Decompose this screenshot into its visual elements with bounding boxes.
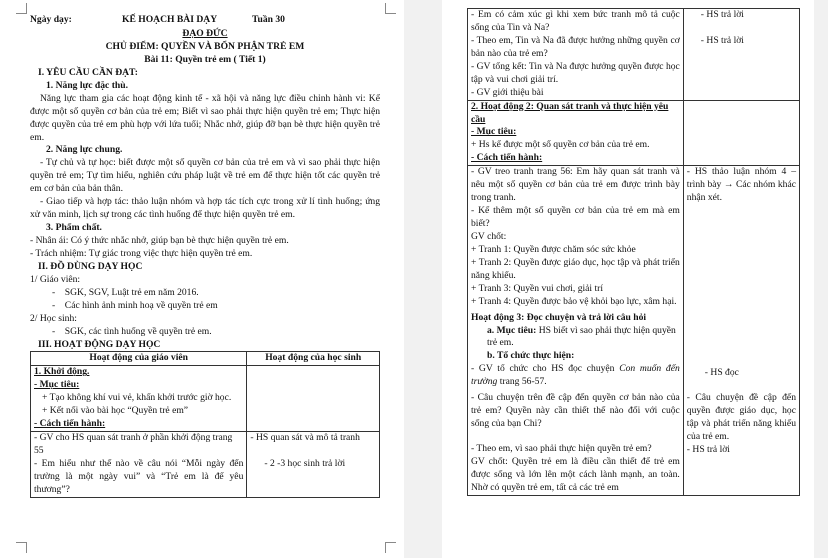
procedure-label: - Cách tiến hành: [34,418,106,430]
week-label: Tuần 30 [252,14,285,25]
teacher-column-header: Hoạt động của giáo viên [31,352,247,366]
list-item: - SGK, SGV, Luật trẻ em năm 2016. [52,286,199,298]
table-cell [247,432,380,498]
student-step: - HS thảo luận nhóm 4 – trình bày → Các nhóm khác nhận xét. [686,166,796,204]
list-item: + Tranh 1: Quyền được chăm sóc sức khỏe [471,243,636,255]
teacher-step: - Em hiểu như thế nào về câu nói “Mỗi ngày đến trường là một ngày vui” và “Trẻ em là để yêu thương”? [34,457,244,495]
student-step: - HS trả lời [700,34,744,46]
list-item: + Tạo không khí vui vẻ, khấn khởi trước giờ học. [42,392,232,404]
student-column-header: Hoạt động của học sinh [247,352,380,366]
student-step: - 2 -3 học sinh trả lời [264,458,346,469]
student-step: - Câu chuyện đề cập đến quyền được giáo dục, học tập và phát triển năng khiếu của trẻ em. [686,392,796,442]
teacher-step: - Kể thêm một số quyền cơ bản của trẻ em mà em biết? [471,205,680,229]
left-page [0,0,404,558]
activities-table [30,351,380,497]
crop-mark [16,542,27,553]
crop-mark [16,3,27,14]
table-cell [468,100,684,166]
subsection-heading: 2. Năng lực chung. [46,144,123,156]
student-step: - HS quan sát và mô tả tranh [250,432,360,444]
teaching-date-label: Ngày dạy: [30,14,72,25]
list-item: + Tranh 2: Quyền được giáo dục, học tập và phát triển năng khiếu. [471,256,680,281]
teacher-step: - GV tổ chức cho HS đọc chuyện Con muốn đến trường trang 56-57. [471,363,680,388]
teacher-step: - GV cho HS quan sát tranh ở phần khởi động trang 55 [34,432,233,456]
procedure-label: - Cách tiến hành: [471,152,543,164]
activity-heading: 2. Hoạt động 2: Quan sát tranh và thực hiện yêu cầu [471,100,669,125]
student-step: - HS đọc [704,367,739,379]
table-cell [683,166,799,496]
objective-line: a. Mục tiêu: HS biết vì sao phải thực hiện quyền trẻ em. [487,324,676,349]
right-page [442,0,814,558]
theme-title: CHỦ ĐIỂM: QUYỀN VÀ BỔN PHẬN TRẺ EM [105,40,305,52]
procedure-label: b. Tổ chức thực hiện: [487,350,575,362]
teacher-step: - Câu chuyện trên đề cập đến quyền cơ bản nào của trẻ em? Quyền này cần thiết thế nào đối với cuộc sống của bạn Chi? [471,392,680,430]
subject-title: ĐẠO ĐỨC [182,28,228,39]
teacher-step: - Theo em, vì sao phải thực hiện quyền trẻ em? [471,443,652,454]
paragraph: - Tự chủ và tự học: biết được một số quyền cơ bản của trẻ em và vì sao phải thực hiện quyền trẻ em; Tự tìm hiểu, nghiên cứu pháp luật về trẻ em để thực hiện tốt các quyền trẻ em cơ bản của bản thân. [30,157,380,195]
table-cell [247,366,380,432]
table-cell [683,100,799,166]
teacher-step: - GV tổng kết: Tin và Na được hưởng quyền được học tập và vui chơi giải trí. [471,60,680,85]
lesson-title: Bài 11: Quyền trẻ em ( Tiết 1) [144,53,266,65]
list-item: + Tranh 4: Quyền được bảo vệ khỏi bạo lực, xâm hại. [471,295,677,307]
paragraph: - Nhân ái: Có ý thức nhắc nhở, giúp bạn bè thực hiện quyền trẻ em. [30,235,289,246]
activities-table-continued [467,8,800,496]
crop-mark [385,542,396,553]
list-label: 1/ Giáo viên: [30,273,81,285]
objective-label: - Mục tiêu: [471,126,517,138]
teacher-step: - GV treo tranh trang 56: Em hãy quan sát tranh và nêu một số quyền cơ bản của trẻ em được trình bày trong tranh. [471,166,680,204]
list-item: + Kết nối vào bài học “Quyền trẻ em” [42,405,189,417]
subsection-heading: 3. Phẩm chất. [46,222,102,234]
crop-mark [385,3,396,14]
list-item: + Tranh 3: Quyền vui chơi, giải trí [471,282,603,294]
paragraph: - Giao tiếp và hợp tác: thảo luận nhóm và hợp tác tích cực trong xử lí tình huống; ứng xử văn minh, lịch sự trong các tình huống để thực hiện quyền trẻ em. [30,196,380,221]
teacher-step: GV chốt: Quyền trẻ em là điều cần thiết để trẻ em được sống và lớn lên một cách lành mạnh, an toàn. Nhờ có quyền trẻ em, tất cả các trẻ em [471,455,680,493]
teacher-conclusion-label: GV chốt: [471,230,507,242]
list-item: - SGK, các tình huống về quyền trẻ em. [52,325,212,337]
list-item: - Các hình ảnh minh hoạ về quyền trẻ em [52,299,218,311]
subsection-heading: 1. Năng lực đặc thù. [46,79,128,91]
student-step: - HS trả lời [700,9,744,20]
paragraph: - Trách nhiệm: Tự giác trong việc thực hiện quyền trẻ em. [30,247,253,259]
table-cell [683,9,799,101]
list-item: + Hs kể được một số quyền cơ bản của trẻ em. [471,139,650,151]
list-label: 2/ Học sinh: [30,312,77,324]
table-cell [31,366,247,432]
teacher-step: - Em có cảm xúc gì khi xem bức tranh mô tả cuộc sống của Tin và Na? [471,9,680,33]
paragraph: Năng lực tham gia các hoạt động kinh tế - xã hội và năng lực điều chỉnh hành vi: Kể được một số quyền cơ bản của trẻ em; Biết vì sao phải thực hiện quyền trẻ em; Thực hiện được quyền của trẻ em phù hợp với lứa tuổi; Nhắc nhở, giúp đỡ bạn bè thực hiện quyền trẻ em. [30,92,380,143]
table-cell [31,432,247,498]
section-heading: II. ĐỒ DÙNG DẠY HỌC [38,260,143,272]
student-step: - HS trả lời [686,443,730,455]
table-cell [468,166,684,496]
teacher-step: - Theo em, Tin và Na đã được hưởng những quyền cơ bản nào của trẻ em? [471,34,680,59]
activity-heading: 1. Khởi động. [34,366,90,378]
section-heading: I. YÊU CẦU CẦN ĐẠT: [38,66,138,78]
activity-heading: Hoạt động 3: Đọc chuyện và trả lời câu hỏi [471,311,647,323]
table-cell [468,9,684,101]
lesson-plan-title: KẾ HOẠCH BÀI DẠY [122,14,218,25]
objective-label: - Mục tiêu: [34,379,80,391]
doc-header [30,14,380,28]
section-heading: III. HOẠT ĐỘNG DẠY HỌC [38,338,161,350]
teacher-step: - GV giới thiệu bài [471,86,544,98]
